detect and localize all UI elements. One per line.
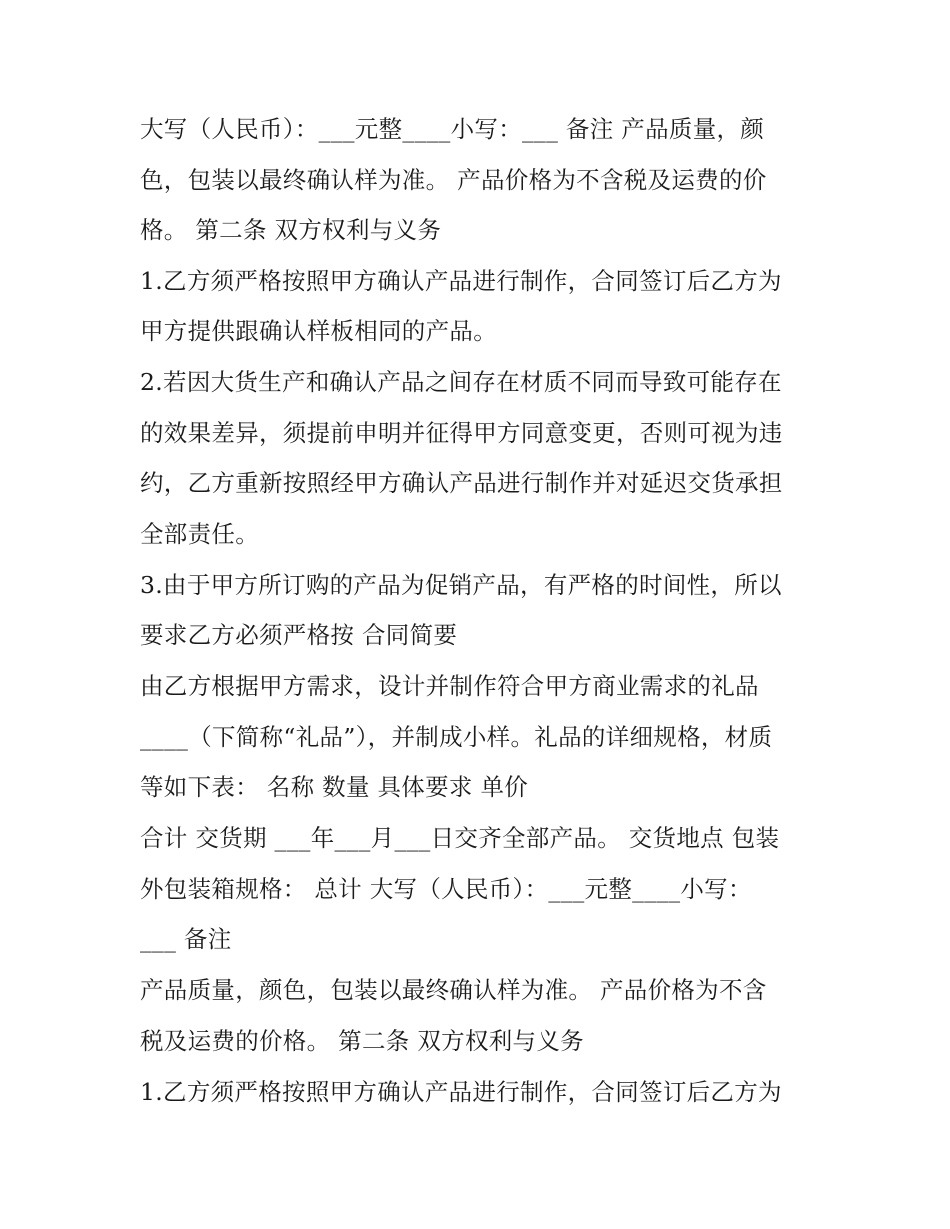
text-line: ___ 备注 — [140, 925, 232, 953]
text-line: 税及运费的价格。 第二条 双方权利与义务 — [140, 1027, 584, 1055]
text-line: 外包装箱规格： 总计 大写（人民币）：___元整____小写： — [140, 875, 752, 903]
text-line: ____（下简称“礼品”），并制成小样。礼品的详细规格，材质 — [140, 723, 773, 751]
text-line: 产品质量，颜色，包装以最终确认样为准。 产品价格为不含 — [140, 976, 767, 1004]
text-line: 色，包装以最终确认样为准。 产品价格为不含税及运费的价 — [140, 166, 767, 194]
text-line: 甲方提供跟确认样板相同的产品。 — [140, 317, 497, 345]
text-line: 等如下表： 名称 数量 具体要求 单价 — [140, 773, 529, 801]
text-line: 1.乙方须严格按照甲方确认产品进行制作，合同签订后乙方为 — [140, 1078, 782, 1106]
text-line: 2.若因大货生产和确认产品之间存在材质不同而导致可能存在 — [140, 368, 782, 396]
text-line: 全部责任。 — [140, 520, 259, 548]
text-line: 要求乙方必须严格按 合同简要 — [140, 621, 458, 649]
text-line: 格。 第二条 双方权利与义务 — [140, 216, 442, 244]
text-line: 合计 交货期 ___年___月___日交齐全部产品。 交货地点 包装 — [140, 824, 780, 852]
text-line: 由乙方根据甲方需求，设计并制作符合甲方商业需求的礼品 — [140, 672, 759, 700]
text-line: 约，乙方重新按照经甲方确认产品进行制作并对延迟交货承担 — [140, 469, 783, 497]
text-line: 的效果差异，须提前申明并征得甲方同意变更，否则可视为违 — [140, 419, 783, 447]
text-line: 大写（人民币）：___元整____小写：___ 备注 产品质量，颜 — [140, 115, 765, 143]
text-line: 3.由于甲方所订购的产品为促销产品，有严格的时间性，所以 — [140, 571, 782, 599]
text-line: 1.乙方须严格按照甲方确认产品进行制作，合同签订后乙方为 — [140, 267, 782, 295]
